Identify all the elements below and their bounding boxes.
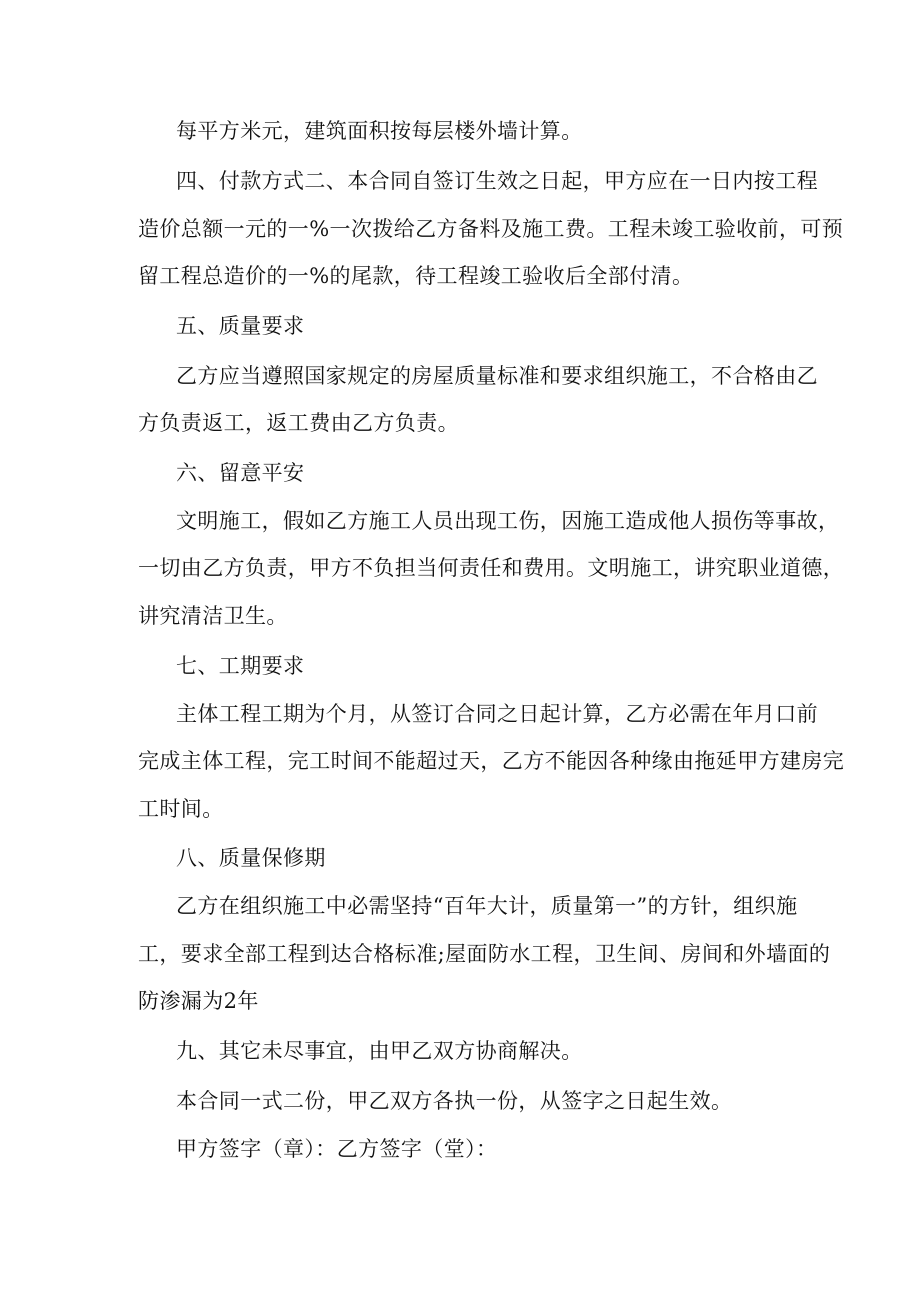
section-heading-payment: 四、付款方式二、本合同自签订生效之日起，甲方应在一日内按工程 (176, 169, 818, 193)
text-line: 工，要求全部工程到达合格标准;屋面防水工程，卫生间、房间和外墙面的 (138, 942, 831, 966)
text-line: 防渗漏为2年 (138, 989, 259, 1013)
text-line: 每平方米元，建筑面积按每层楼外墙计算。 (176, 119, 583, 143)
text-line: 乙方在组织施工中必需坚持“百年大计，质量第一”的方针，组织施 (176, 894, 798, 918)
signature-line: 甲方签字（章）：乙方签字（堂）： (176, 1137, 498, 1161)
text-line: 本合同一式二份，甲乙双方各执一份，从签字之日起生效。 (176, 1089, 733, 1113)
text-line: 主体工程工期为个月，从签订合同之日起计算，乙方必需在年月口前 (176, 702, 818, 726)
text-line: 文明施工，假如乙方施工人员出现工伤，因施工造成他人损伤等事故， (176, 509, 840, 533)
text-line: 留工程总造价的一%的尾款，待工程竣工验收后全部付清。 (138, 264, 694, 288)
section-heading-other: 九、其它未尽事宜，由甲乙双方协商解决。 (176, 1039, 583, 1063)
text-line: 一切由乙方负责，甲方不负担当何责任和费用。文明施工，讲究职业道德， (138, 556, 845, 580)
section-heading-safety: 六、留意平安 (176, 461, 305, 485)
section-heading-schedule: 七、工期要求 (176, 654, 305, 678)
section-heading-warranty: 八、质量保修期 (176, 846, 326, 870)
text-line: 方负责返工，返工费由乙方负责。 (138, 411, 459, 435)
text-line: 造价总额一元的一%一次拨给乙方备料及施工费。工程未竣工验收前，可预 (138, 217, 844, 241)
text-line: 完成主体工程，完工时间不能超过天，乙方不能因各种缘由拖延甲方建房完 (138, 749, 845, 773)
section-heading-quality: 五、质量要求 (176, 314, 305, 338)
text-line: 乙方应当遵照国家规定的房屋质量标准和要求组织施工，不合格由乙 (176, 364, 818, 388)
text-line: 讲究清洁卫生。 (138, 604, 288, 628)
text-line: 工时间。 (138, 797, 224, 821)
